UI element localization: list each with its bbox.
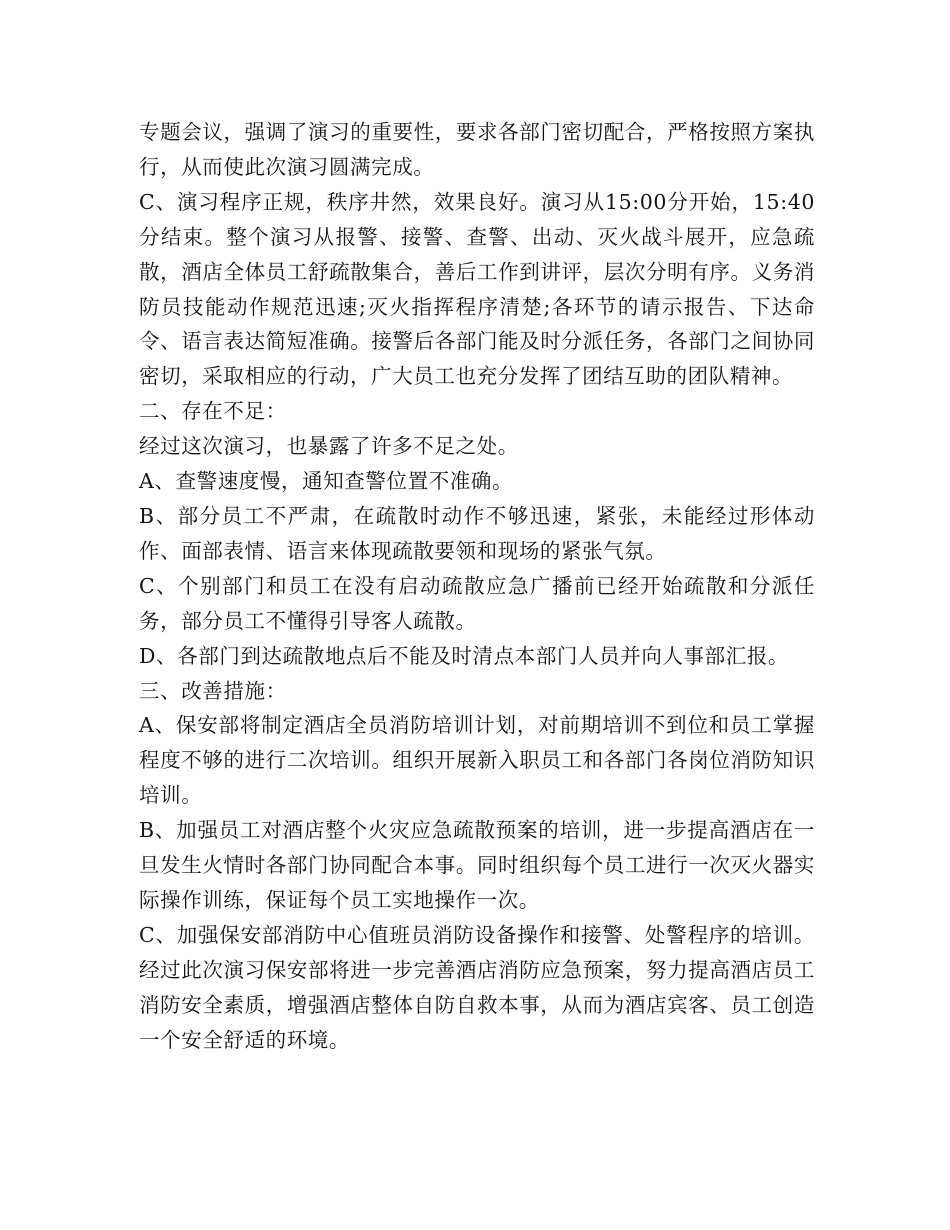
paragraph-shortcoming-c: C、个别部门和员工在没有启动疏散应急广播前已经开始疏散和分派任务，部分员工不懂得引导客人疏散。 xyxy=(139,573,815,633)
paragraph-drill-procedure: C、演习程序正规，秩序井然，效果良好。演习从15:00分开始，15:40分结束。整个演习从报警、接警、查警、出动、灭火战斗展开，应急疏散，酒店全体员工舒疏散集合，善后工作到讲评，层次分明有序。义务消防员技能动作规范迅速;灭火指挥程序清楚;各环节的请示报告、下达命令、语言表达简短准确。接警后各部门能及时分派任务，各部门之间协同密切，采取相应的行动，广大员工也充分发挥了团结互助的团队精神。 xyxy=(139,189,815,389)
heading-improvements: 三、改善措施： xyxy=(139,678,287,703)
paragraph-shortcoming-a: A、查警速度慢，通知查警位置不准确。 xyxy=(139,469,514,494)
paragraph-shortcoming-d: D、各部门到达疏散地点后不能及时清点本部门人员并向人事部汇报。 xyxy=(139,643,790,668)
document-body xyxy=(139,115,815,1057)
paragraph-shortcomings-intro: 经过这次演习，也暴露了许多不足之处。 xyxy=(139,434,519,459)
paragraph-improvement-a: A、保安部将制定酒店全员消防培训计划，对前期培训不到位和员工掌握程度不够的进行二次培训。组织开展新入职员工和各部门各岗位消防知识培训。 xyxy=(139,713,815,808)
paragraph-meeting-continuation: 专题会议，强调了演习的重要性，要求各部门密切配合，严格按照方案执行，从而使此次演习圆满完成。 xyxy=(139,120,815,179)
paragraph-shortcoming-b: B、部分员工不严肃，在疏散时动作不够迅速，紧张，未能经过形体动作、面部表情、语言来体现疏散要领和现场的紧张气氛。 xyxy=(139,503,815,563)
paragraph-improvement-c: C、加强保安部消防中心值班员消防设备操作和接警、处警程序的培训。经过此次演习保安部将进一步完善酒店消防应急预案，努力提高酒店员工消防安全素质，增强酒店整体自防自救本事，从而为酒店宾客、员工创造一个安全舒适的环境。 xyxy=(139,922,815,1052)
heading-shortcomings: 二、存在不足： xyxy=(139,399,287,424)
paragraph-improvement-b: B、加强员工对酒店整个火灾应急疏散预案的培训，进一步提高酒店在一旦发生火情时各部门协同配合本事。同时组织每个员工进行一次灭火器实际操作训练，保证每个员工实地操作一次。 xyxy=(139,818,815,912)
